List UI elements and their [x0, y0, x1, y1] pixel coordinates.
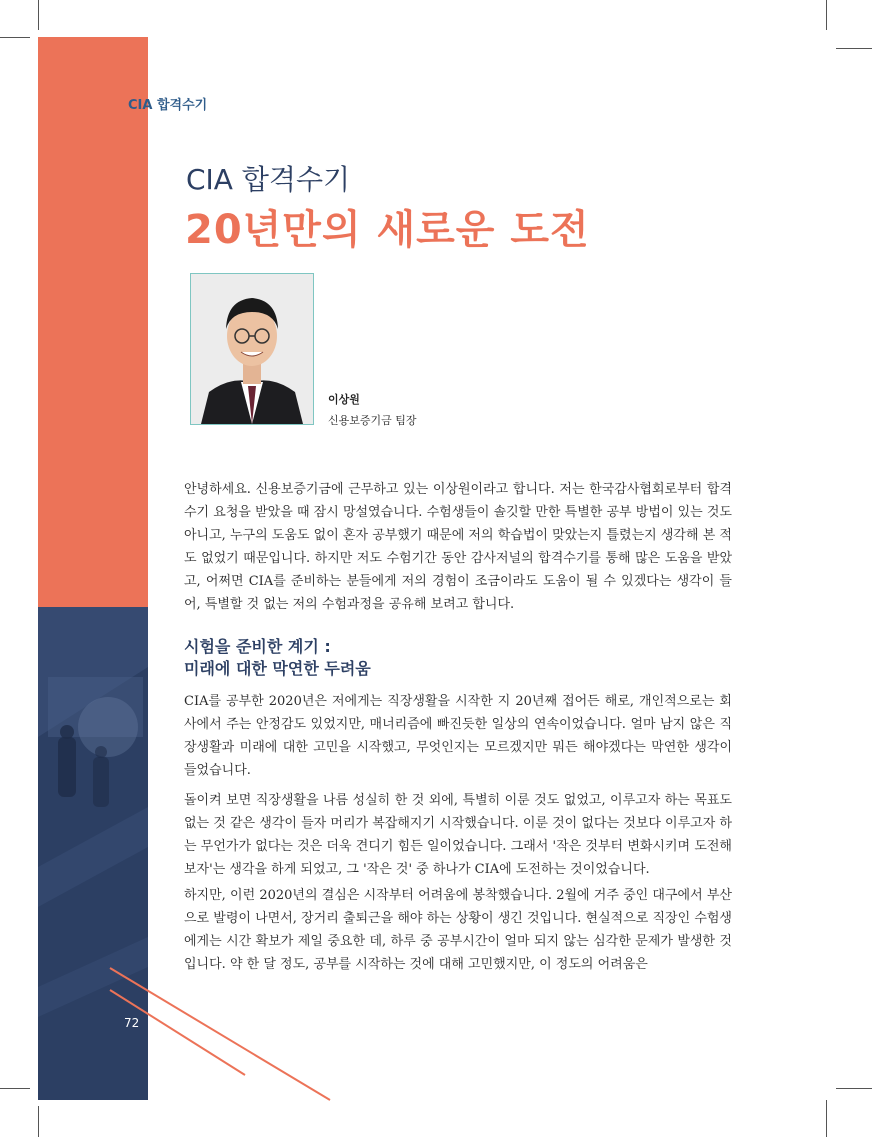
page-number: 72: [124, 1016, 140, 1030]
author-photo: [190, 273, 314, 425]
article-category: CIA 합격수기: [186, 163, 351, 196]
running-header: CIA 합격수기: [128, 98, 208, 113]
body-paragraph: CIA를 공부한 2020년은 저에게는 직장생활을 시작한 지 20년째 접어든 해로, 개인적으로는 회사에서 주는 안정감도 있었지만, 매너리즘에 빠진듯한 일상의 연속이었습니다. 얼마 남지 않은 직장생활과 미래에 대한 고민을 시작했고, 무엇인지는 모르겠지만 뭐든 해야겠다는 막연한 생각이 들었습니다.: [184, 694, 732, 778]
body-paragraph: 돌이켜 보면 직장생활을 나름 성실히 한 것 외에, 특별히 이룬 것도 없었고, 이루고자 하는 목표도 없는 것 같은 생각이 들자 머리가 복잡해지기 시작했습니다. 이룬 것이 없다는 것보다 이루고자 하는 무언가가 없다는 것은 더욱 견디기 힘든 일이었습니다. 그래서 '작은 것부터 변화시키며 도전해보자'는 생각을 하게 되었고, 그 '작은 것' 중 하나가 CIA에 도전하는 것이었습니다.: [184, 793, 732, 877]
author-organization: 신용보증기금 팀장: [328, 414, 417, 427]
section-heading-line1: 시험을 준비한 계기 :: [184, 637, 331, 656]
portrait-image: [191, 274, 313, 424]
body-paragraph: 하지만, 이런 2020년의 결심은 시작부터 어려움에 봉착했습니다. 2월에 거주 중인 대구에서 부산으로 발령이 나면서, 장거리 출퇴근을 해야 하는 상황이 생긴 것입니다. 현실적으로 직장인 수험생에게는 시간 확보가 제일 중요한 데, 하루 중 공부시간이 얼마 되지 않는 심각한 문제가 발생한 것입니다. 약 한 달 정도, 공부를 시작하는 것에 대해 고민했지만, 이 정도의 어려움은: [184, 888, 732, 972]
article-title: 20년만의 새로운 도전: [185, 207, 590, 253]
section-heading-line2: 미래에 대한 막연한 두려움: [184, 659, 371, 678]
section-heading: [184, 636, 371, 680]
intro-paragraph: 안녕하세요. 신용보증기금에 근무하고 있는 이상원이라고 합니다. 저는 한국감사협회로부터 합격수기 요청을 받았을 때 잠시 망설였습니다. 수험생들이 솔깃할 만한 특별한 공부 방법이 있는 것도 아니고, 누구의 도움도 없이 혼자 공부했기 때문에 저의 학습법이 맞았는지 틀렸는지 생각해 본 적도 없었기 때문입니다. 하지만 저도 수험기간 동안 감사저널의 합격수기를 통해 많은 도움을 받았고, 어쩌면 CIA를 준비하는 분들에게 저의 경험이 조금이라도 도움이 될 수 있겠다는 생각이 들어, 특별할 것 없는 저의 수험과정을 공유해 보려고 합니다.: [184, 482, 732, 612]
author-name: 이상원: [328, 393, 360, 406]
